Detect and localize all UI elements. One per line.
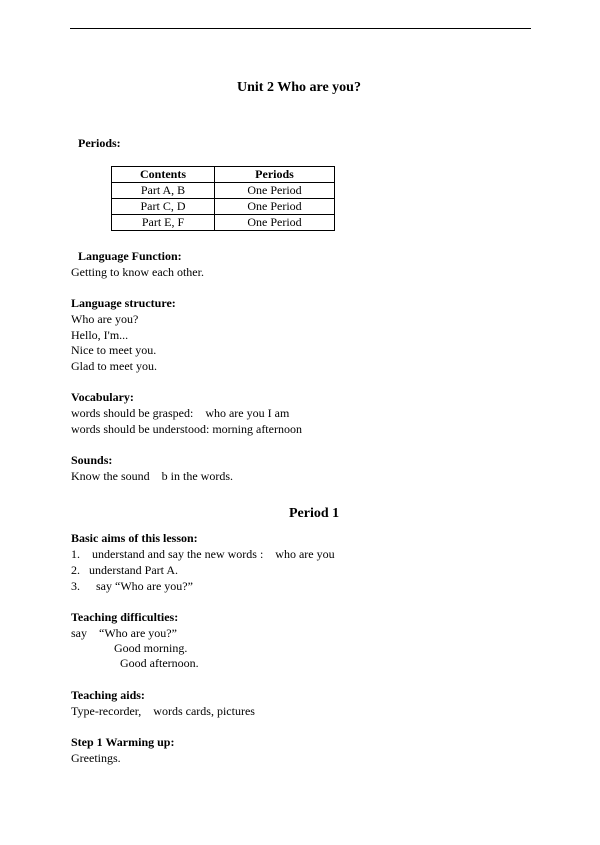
table-cell: Part E, F [112,215,215,231]
language-function-heading: Language Function: [78,249,182,263]
difficulties-heading: Teaching difficulties: [71,610,179,624]
language-structure-line: Hello, I'm... [71,328,129,342]
sounds-text: Know the sound b in the words. [71,469,233,483]
language-structure-line: Who are you? [71,312,139,326]
step1-heading: Step 1 Warming up: [71,735,175,749]
table-row [112,183,335,199]
vocabulary-line: words should be understood: morning afternoon [71,422,302,436]
difficulty-line: say “Who are you?” [71,626,177,640]
aim-number: 1. [71,547,80,561]
aims-heading: Basic aims of this lesson: [71,531,198,545]
page-title: Unit 2 Who are you? [237,80,361,95]
table-cell: Part C, D [112,199,215,215]
table-header-row [112,167,335,183]
periods-heading: Periods: [78,136,121,150]
table-cell: One Period [215,183,335,199]
language-structure-line: Nice to meet you. [71,343,157,357]
table-header-contents: Contents [112,167,215,183]
difficulty-line: Good afternoon. [120,656,199,670]
language-function-text: Getting to know each other. [71,265,204,279]
vocabulary-heading: Vocabulary: [71,390,134,404]
table-row [112,215,335,231]
language-structure-line: Glad to meet you. [71,359,157,373]
periods-table [111,166,335,231]
table-cell: One Period [215,215,335,231]
table-cell: Part A, B [112,183,215,199]
table-row [112,199,335,215]
table-cell: One Period [215,199,335,215]
aim-number: 3. [71,579,80,593]
aids-heading: Teaching aids: [71,688,145,702]
aim-number: 2. [71,563,80,577]
sounds-heading: Sounds: [71,453,113,467]
difficulty-line: Good morning. [114,641,188,655]
table-header-periods: Periods [215,167,335,183]
vocabulary-line: words should be grasped: who are you I am [71,406,290,420]
header-rule [70,28,531,29]
aim-text: understand and say the new words : who are you [92,547,335,561]
period1-title: Period 1 [289,506,340,521]
aids-text: Type-recorder, words cards, pictures [71,704,255,718]
aim-text: understand Part A. [89,563,178,577]
aim-text: say “Who are you?” [96,579,193,593]
step1-text: Greetings. [71,751,121,765]
language-structure-heading: Language structure: [71,296,176,310]
